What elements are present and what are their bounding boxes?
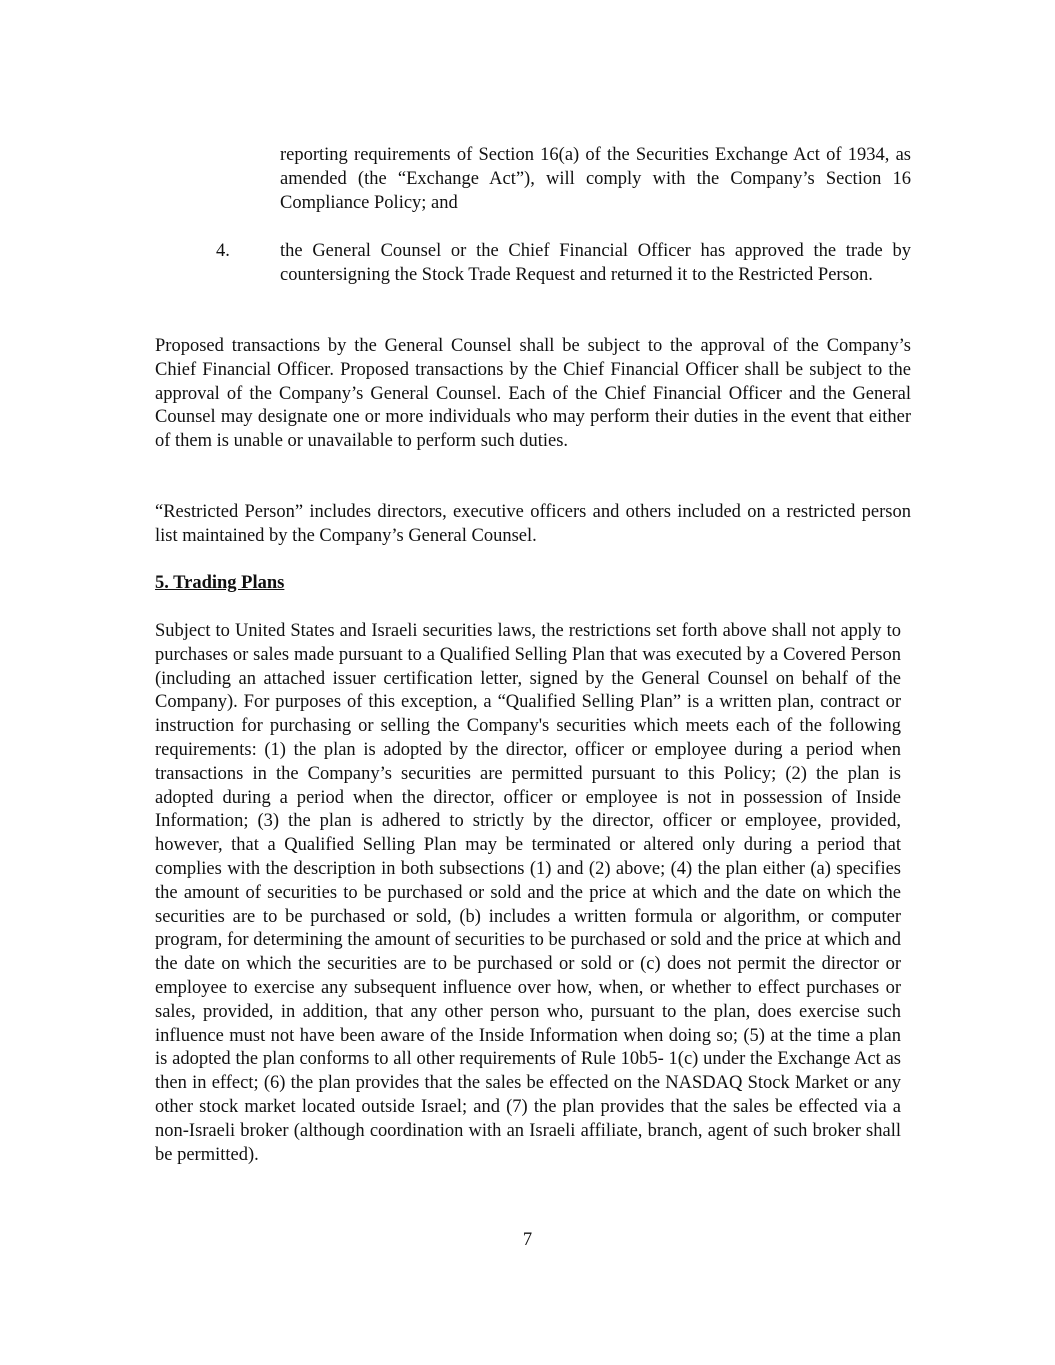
approval-paragraph: Proposed transactions by the General Counsel shall be subject to the approval of the Company’s Chief Financial Officer. Proposed transactions by the Chief Financial Officer shall be subject to the approval of the Company’s General Counsel. Each of the Chief Financial Officer and the General Counsel may designate one or more individuals who may perform their duties in the event that either of them is unable or unavailable to perform such duties. (155, 336, 911, 452)
list-item-number: 4. (216, 241, 230, 261)
restricted-person-paragraph: “Restricted Person” includes directors, executive officers and others included on a restricted person list maintained by the Company’s General Counsel. (155, 502, 911, 546)
list-item-text: the General Counsel or the Chief Financial Officer has approved the trade by countersigning the Stock Trade Request and returned it to the Restricted Person. (280, 241, 911, 285)
page-number: 7 (522, 1230, 533, 1250)
trading-plans-paragraph: Subject to United States and Israeli securities laws, the restrictions set forth above shall not apply to purchases or sales made pursuant to a Qualified Selling Plan that was executed by a Covered Person (including an attached issuer certification letter, signed by the General Counsel on behalf of the Company). For purposes of this exception, a “Qualified Selling Plan” is a written plan, contract or instruction for purchasing or selling the Company's securities which meets each of the following requirements: (1) the plan is adopted by the director, officer or employee during a period when transactions in the Company’s securities are permitted pursuant to this Policy; (2) the plan is adopted during a period when the director, officer or employee is not in possession of Inside Information; (3) the plan is adhered to strictly by the director, officer or employee, provided, however, that a Qualified Selling Plan may be terminated or altered only during a period that complies with the description in both subsections (1) and (2) above; (4) the plan either (a) specifies the amount of securities to be purchased or sold and the price at which and the date on which the securities are to be purchased or sold, (b) includes a written formula or algorithm, or computer program, for determining the amount of securities to be purchased or sold and the price at which and the date on which the securities are to be purchased or sold or (c) does not permit the director or employee to exercise any subsequent influence over how, when, or whether to effect purchases or sales, provided, in addition, that any other person who, pursuant to the plan, does exercise such influence must not have been aware of the Inside Information when doing so; (5) at the time a plan is adopted the plan conforms to all other requirements of Rule 10b5- 1(c) under the Exchange Act as then in effect; (6) the plan provides that the sales be effected on the NASDAQ Stock Market or any other stock market located outside Israel; and (7) the plan provides that the sales be effected via a non-Israeli broker (although coordination with an Israeli affiliate, branch, agent of such broker shall be permitted). (155, 621, 901, 1165)
continued-paragraph: reporting requirements of Section 16(a) of the Securities Exchange Act of 1934, as amended (the “Exchange Act”), will comply with the Company’s Section 16 Compliance Policy; and (280, 145, 911, 213)
section-heading: 5. Trading Plans (155, 573, 285, 593)
